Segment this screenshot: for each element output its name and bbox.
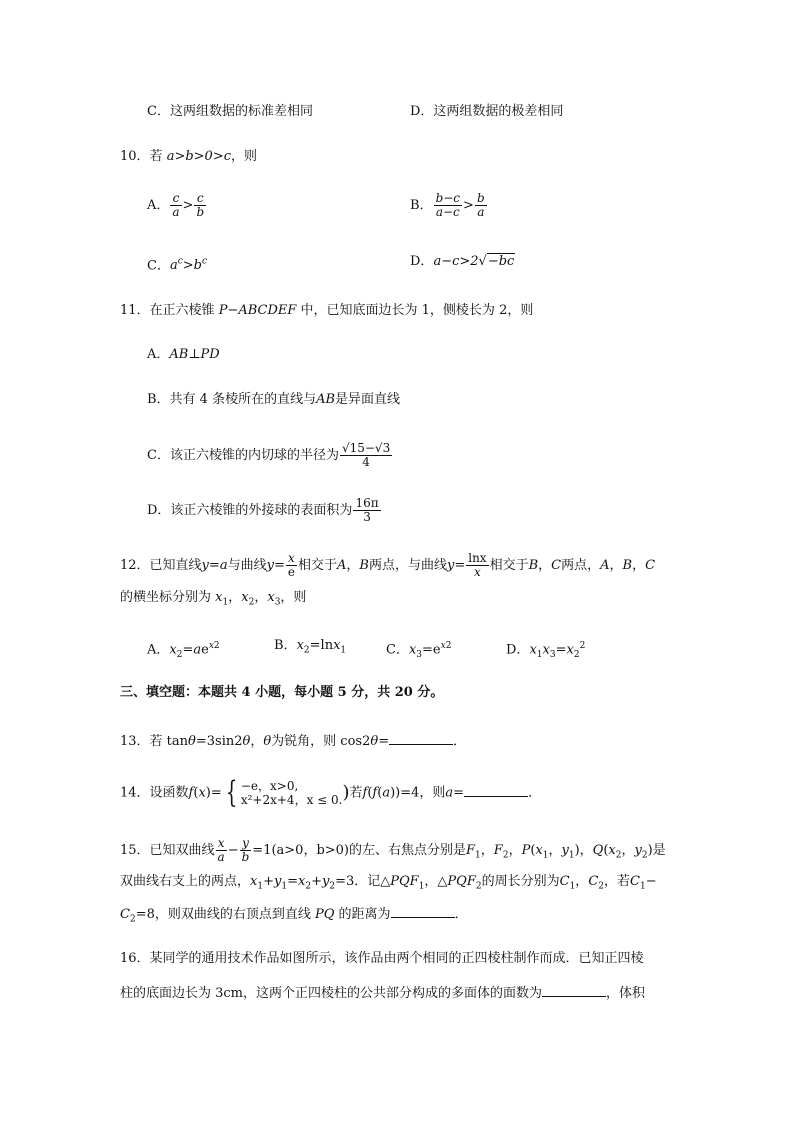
q15-line3: $C_2=8$，则双曲线的右顶点到直线 PQ 的距离为 ． (120, 907, 468, 925)
answer-blank[interactable] (391, 905, 455, 918)
q16-line2: 柱的底面边长为 3cm，这两个正四棱柱的公共部分构成的多面体的面数为 ，体积 (120, 986, 646, 1001)
q16-line1: 16．某同学的通用技术作品如图所示，该作品由两个相同的正四棱柱制作而成．已知正四棱 (120, 951, 644, 966)
answer-blank[interactable] (464, 784, 528, 797)
q12-option-c: C．$x_3=e^{x2}$ (386, 641, 452, 660)
q11-stem: 11．在正六棱锥 P−ABCDEF 中，已知底面边长为 1，侧棱长为 2，则 (120, 303, 534, 318)
q11-option-c: C．该正六棱锥的内切球的半径为 $\frac{√15-√3}{4}$ (147, 441, 391, 469)
q10-option-b: B． $\frac{b-c}{a-c}$ > $\frac{b}{a}$ (410, 191, 485, 219)
q10-option-d: D．a−c>2√−bc (410, 254, 515, 269)
q15-line2: 双曲线右支上的两点，$x_1+y_1=x_2+y_2=3$．记$\triangle PQF_1$，$\triangle PQF_2$的周长分别为$C_1$，$C_2$，若$C_1-$ (120, 874, 657, 892)
answer-blank[interactable] (389, 732, 453, 745)
q12-stem-line2: 的横坐标分别为 $x_1$，$x_2$，$x_3$，则 (120, 590, 307, 608)
q12-stem-line1: 12．已知直线y=a与曲线y= $\frac{x}{e}$ 相交于A，B两点，与曲线y= $\frac{\ln x}{x}$ 相交于B，C两点，A，B，C (120, 551, 656, 579)
q12-option-b: B．$x_2=\ln x_1$ (274, 638, 347, 656)
answer-blank[interactable] (542, 984, 606, 997)
q12-option-d: D．$x_1x_3=x_2^2$ (506, 641, 586, 660)
q10-stem: 10．若 a>b>0>c，则 (120, 149, 258, 164)
q15-line1: 15．已知双曲线 $\frac{x}{a}$ − $\frac{y}{b}$ =1(a>0，b>0)的左、右焦点分别是$F_1$，$F_2$，$P(x_1$，$y_1$)，$Q(x_2$，$y_2$)是 (120, 836, 666, 864)
q10-option-a: A． $\frac{c}{a}$ > $\frac{c}{b}$ (147, 191, 205, 219)
section-heading: 三、填空题：本题共 4 小题，每小题 5 分，共 20 分。 (120, 685, 444, 700)
q11-option-a: A．AB⊥PD (147, 347, 220, 362)
q13: 13．若 tanθ=3sin2θ，θ为锐角，则 cos2θ= ． (120, 734, 467, 749)
q9-option-d: D．这两组数据的极差相同 (410, 104, 564, 119)
q11-option-d: D．该正六棱锥的外接球的表面积为 $\frac{16\pi}{3}$ (147, 496, 379, 524)
q9-option-c: C．这两组数据的标准差相同 (147, 104, 313, 119)
q14: 14．设函数f(x)= { −e，x>0, x²+2x+4，x ≤ 0. )若f(f(a))=4，则a= ． (120, 775, 542, 810)
q10-option-c: C．$a^c>b^c$ (147, 257, 208, 274)
q11-option-b: B．共有 4 条棱所在的直线与AB是异面直线 (147, 392, 401, 407)
q12-option-a: A．$x_2=ae^{x2}$ (147, 641, 220, 660)
